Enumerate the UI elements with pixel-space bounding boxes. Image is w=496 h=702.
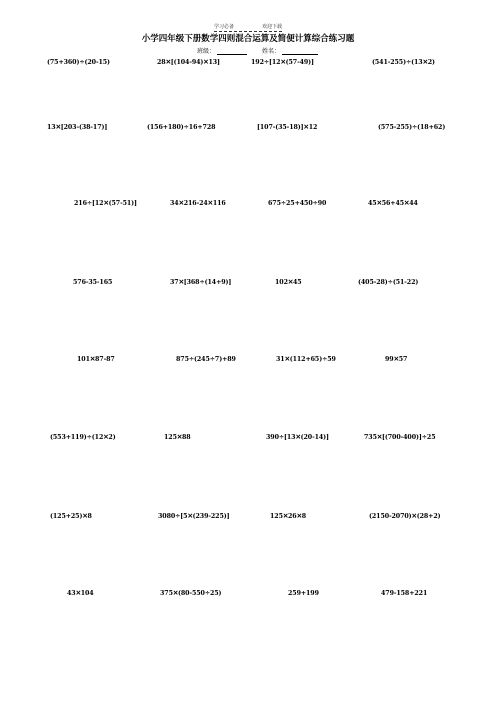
problem: 576-35-165 xyxy=(73,279,113,286)
problem-row-8 xyxy=(0,590,496,602)
problem: (75+360)÷(20-15) xyxy=(47,59,110,66)
problem: (405-28)÷(51-22) xyxy=(358,279,419,286)
problem: 192÷[12✕(57-49)] xyxy=(251,59,314,66)
problem: (541-255)÷(13✕2) xyxy=(372,59,435,66)
problem: 102✕45 xyxy=(275,279,302,286)
problem-row-2 xyxy=(0,124,496,136)
problem: 101✕87-87 xyxy=(77,356,115,363)
problem: 45✕56+45✕44 xyxy=(368,200,418,207)
problem: 675÷25+450÷90 xyxy=(268,200,327,207)
problem: 259+199 xyxy=(288,590,319,597)
problem: (156+180)÷16+728 xyxy=(147,124,216,131)
class-blank xyxy=(217,54,247,55)
problem: 390÷[13✕(20-14)] xyxy=(266,434,329,441)
name-blank xyxy=(282,54,318,55)
problem-row-4 xyxy=(0,279,496,291)
header-note-right: 欢迎下载 xyxy=(261,24,282,30)
problem: 13✕[203-(38-17)] xyxy=(47,124,108,131)
problem-row-3 xyxy=(0,200,496,212)
class-field xyxy=(197,46,247,55)
problem: 479-158+221 xyxy=(381,590,428,597)
problem-row-5 xyxy=(0,356,496,368)
page-title: 小学四年级下册数学四则混合运算及简便计算综合练习题 xyxy=(141,34,355,44)
problem-row-6 xyxy=(0,434,496,446)
header-note xyxy=(214,23,282,32)
problem: 216÷[12✕(57-51)] xyxy=(74,200,137,207)
problem: 735✕[(700-400)]÷25 xyxy=(364,434,436,441)
problem: (2150-2070)✕(28+2) xyxy=(369,513,441,520)
problem: 125✕26✕8 xyxy=(270,513,307,520)
problem: [107-(35-18)]✕12 xyxy=(257,124,318,131)
problem: 43✕104 xyxy=(67,590,94,597)
problem: 31✕(112+65)÷59 xyxy=(276,356,336,363)
class-label: 班级： xyxy=(197,48,216,55)
name-field xyxy=(262,46,318,55)
name-label: 姓名： xyxy=(262,48,281,55)
problem: 28✕[(104-94)✕13] xyxy=(157,59,220,66)
problem: 375✕(80-550÷25) xyxy=(160,590,222,597)
problem: 875÷(245÷7)+89 xyxy=(176,356,236,363)
problem: 3080÷[5✕(239-225)] xyxy=(158,513,230,520)
problem-row-7 xyxy=(0,513,496,525)
problem-row-1 xyxy=(0,59,496,71)
problem: 99✕57 xyxy=(385,356,408,363)
problem: 34✕216-24✕116 xyxy=(170,200,226,207)
problem: 37✕[368÷(14+9)] xyxy=(170,279,232,286)
header-note-left: 学习必备 xyxy=(214,24,235,30)
problem: (125+25)✕8 xyxy=(50,513,92,520)
problem: (553+119)÷(12✕2) xyxy=(50,434,116,441)
problem: (575-255)÷(18+62) xyxy=(378,124,446,131)
problem: 125✕88 xyxy=(164,434,191,441)
